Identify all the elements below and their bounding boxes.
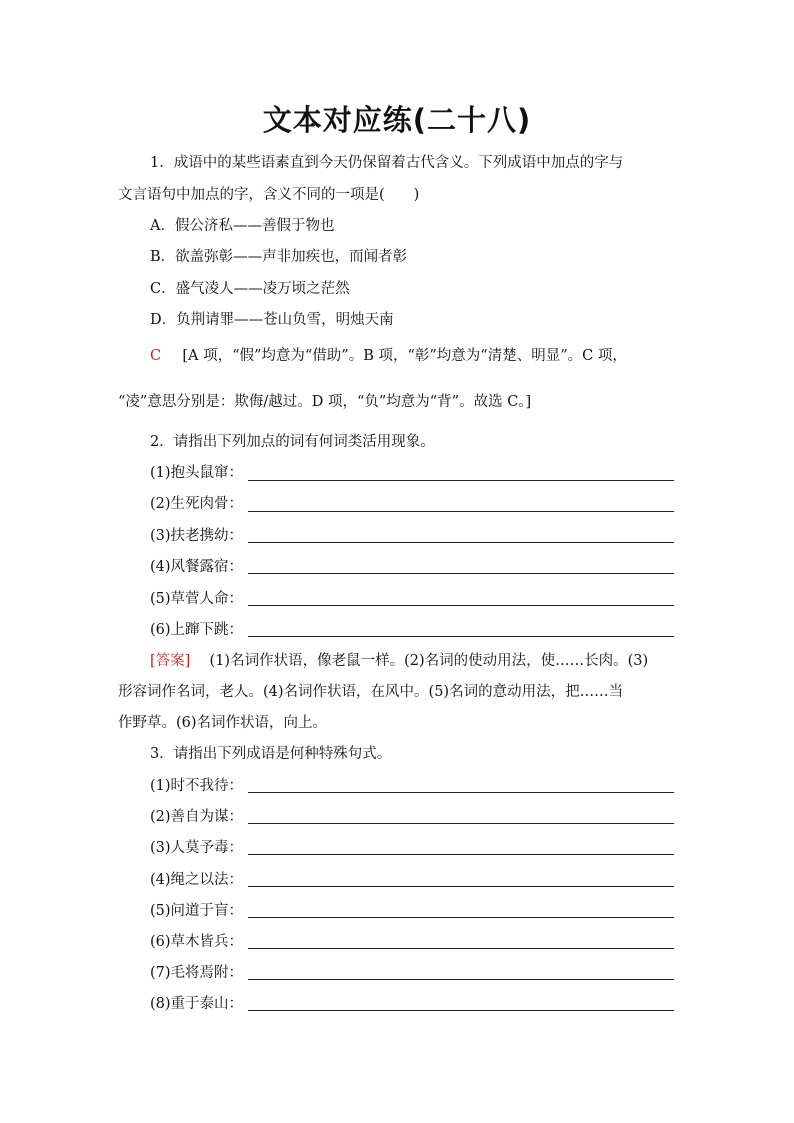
- q3-item-6: (6)草木皆兵：: [150, 934, 244, 950]
- q3-answer-line-1[interactable]: [248, 792, 674, 793]
- q2-answer-line-1[interactable]: [248, 480, 674, 481]
- q1-option-c: C．盛气凌人——凌万顷之茫然: [150, 281, 350, 297]
- q3-answer-line-4[interactable]: [248, 886, 674, 887]
- q3-answer-line-6[interactable]: [248, 948, 674, 949]
- q2-answer-line1: (1)名词作状语，像老鼠一样。(2)名词的使动用法，使……长肉。(3): [209, 653, 649, 669]
- q1-option-d: D．负荆请罪——苍山负雪，明烛天南: [150, 312, 394, 328]
- q2-answer-line-2[interactable]: [248, 511, 674, 512]
- q2-answer-tag: [答案]: [150, 653, 191, 669]
- q3-answer-line-2[interactable]: [248, 823, 674, 824]
- q2-item-3: (3)扶老携幼：: [150, 528, 244, 544]
- q1-answer-letter: C: [150, 348, 162, 364]
- q3-item-5: (5)问道于盲：: [150, 903, 244, 919]
- q1-option-a: A．假公济私——善假于物也: [150, 218, 335, 234]
- q1-explain-line1: [A 项，“假”均意为“借助”。B 项，“彰”均意为“清楚、明显”。C 项，: [182, 348, 627, 364]
- q2-answer-line-5[interactable]: [248, 605, 674, 606]
- q2-item-6: (6)上蹿下跳：: [150, 622, 244, 638]
- q3-answer-line-3[interactable]: [248, 854, 674, 855]
- q3-item-1: (1)时不我待：: [150, 778, 244, 794]
- q2-answer-line-3[interactable]: [248, 542, 674, 543]
- q3-answer-line-8[interactable]: [248, 1010, 674, 1011]
- q3-item-7: (7)毛将焉附：: [150, 965, 244, 981]
- q2-answer-line3: 作野草。(6)名词作状语，向上。: [118, 715, 328, 731]
- q1-stem-line2: 文言语句中加点的字，含义不同的一项是( ): [118, 187, 420, 203]
- q3-stem: 3．请指出下列成语是何种特殊句式。: [150, 746, 392, 762]
- q2-item-5: (5)草菅人命：: [150, 591, 244, 607]
- q2-answer-line2: 形容词作名词，老人。(4)名词作状语，在风中。(5)名词的意动用法，把……当: [118, 684, 624, 700]
- q3-item-2: (2)善自为谋：: [150, 809, 244, 825]
- q2-stem: 2．请指出下列加点的词有何词类活用现象。: [150, 434, 435, 450]
- q3-answer-line-7[interactable]: [248, 979, 674, 980]
- q1-answer-row: [150, 346, 627, 366]
- q1-option-b: B．欲盖弥彰——声非加疾也，而闻者彰: [150, 249, 408, 265]
- q2-item-4: (4)风餐露宿：: [150, 559, 244, 575]
- q3-item-3: (3)人莫予毒：: [150, 840, 244, 856]
- q2-item-1: (1)抱头鼠窜：: [150, 465, 244, 481]
- page-title: 文本对应练(二十八): [262, 103, 532, 137]
- q2-answer-line-6[interactable]: [248, 636, 674, 637]
- q2-answer-line-4[interactable]: [248, 573, 674, 574]
- q2-item-2: (2)生死肉骨：: [150, 496, 244, 512]
- q1-explain-line2: “凌”意思分别是：欺侮/越过。D 项，“负”均意为“背”。故选 C。]: [118, 394, 532, 410]
- q3-item-8: (8)重于泰山：: [150, 996, 244, 1012]
- q1-stem-line1: 1．成语中的某些语素直到今天仍保留着古代含义。下列成语中加点的字与: [150, 155, 624, 171]
- q3-item-4: (4)绳之以法：: [150, 872, 244, 888]
- q3-answer-line-5[interactable]: [248, 917, 674, 918]
- q2-answer-row: [150, 651, 648, 671]
